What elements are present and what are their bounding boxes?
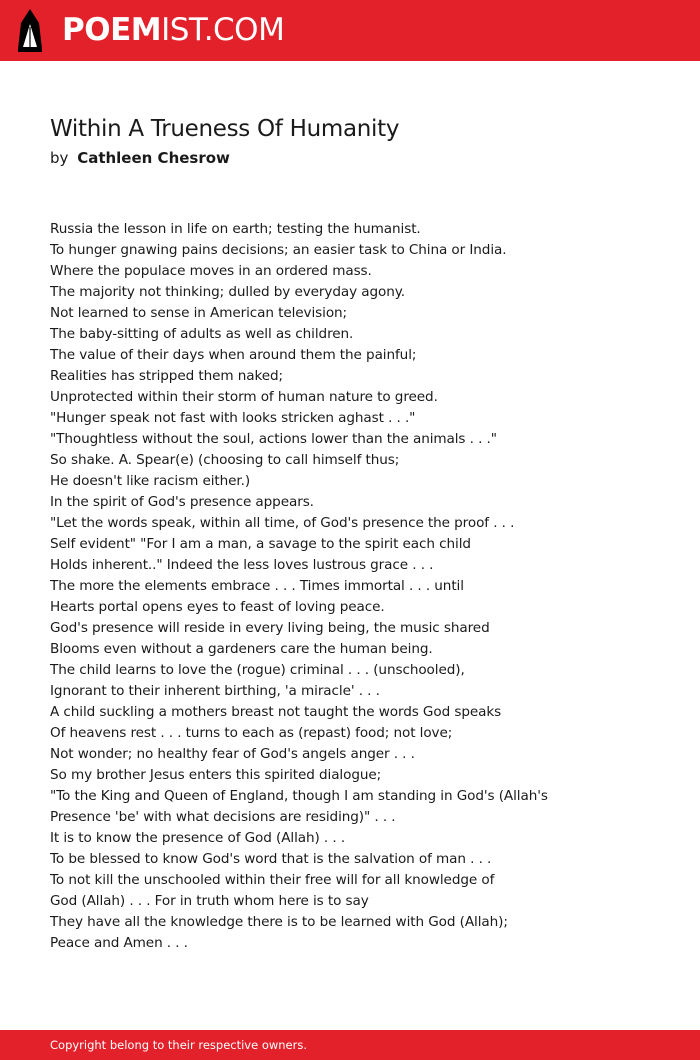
poem-line: It is to know the presence of God (Allah) . . .: [50, 830, 346, 846]
poem-line: So my brother Jesus enters this spirited dialogue;: [50, 767, 382, 783]
poem-line: The baby-sitting of adults as well as children.: [50, 326, 354, 342]
poem-line: Russia the lesson in life on earth; testing the humanist.: [50, 221, 421, 237]
logo-light-text: IST.COM: [161, 12, 285, 48]
poem-line: The value of their days when around them the painful;: [50, 347, 417, 363]
poem-line: To hunger gnawing pains decisions; an easier task to China or India.: [50, 242, 507, 258]
poem-line: Realities has stripped them naked;: [50, 368, 284, 384]
poem-line: Not learned to sense in American television;: [50, 305, 348, 321]
poem-line: "Hunger speak not fast with looks stricken aghast . . .": [50, 410, 416, 426]
poem-line: To be blessed to know God's word that is the salvation of man . . .: [50, 851, 492, 867]
site-logo[interactable]: [62, 10, 284, 50]
poem-line: To not kill the unschooled within their free will for all knowledge of: [50, 872, 495, 888]
poem-line: Ignorant to their inherent birthing, 'a miracle' . . .: [50, 683, 380, 699]
poem-line: Not wonder; no healthy fear of God's angels anger . . .: [50, 746, 415, 762]
copyright-text: Copyright belong to their respective owners.: [50, 1038, 308, 1052]
poem-line: He doesn't like racism either.): [50, 473, 251, 489]
poem-line: Hearts portal opens eyes to feast of loving peace.: [50, 599, 385, 615]
poem-line: The more the elements embrace . . . Times immortal . . . until: [50, 578, 464, 594]
poem-title: Within A Trueness Of Humanity: [50, 116, 400, 142]
site-header: [0, 0, 700, 61]
poem-line: Of heavens rest . . . turns to each as (repast) food; not love;: [50, 725, 453, 741]
poem-line: A child suckling a mothers breast not taught the words God speaks: [50, 704, 502, 720]
poem-line: "To the King and Queen of England, though I am standing in God's (Allah's: [50, 788, 548, 804]
poem-line: God's presence will reside in every living being, the music shared: [50, 620, 490, 636]
site-footer: [0, 1030, 700, 1060]
poem-line: They have all the knowledge there is to be learned with God (Allah);: [50, 914, 508, 930]
author-name: Cathleen Chesrow: [77, 149, 230, 167]
poem-line: Holds inherent.." Indeed the less loves lustrous grace . . .: [50, 557, 434, 573]
poem-line: Blooms even without a gardeners care the human being.: [50, 641, 433, 657]
poem-line: Unprotected within their storm of human nature to greed.: [50, 389, 438, 405]
poem-line: God (Allah) . . . For in truth whom here is to say: [50, 893, 369, 909]
poem-line: "Thoughtless without the soul, actions lower than the animals . . .": [50, 431, 497, 447]
logo-bold-text: POEM: [62, 12, 162, 48]
byline: [50, 149, 230, 167]
poem-line: Where the populace moves in an ordered mass.: [50, 263, 372, 279]
poem-line: In the spirit of God's presence appears.: [50, 494, 314, 510]
poem-line: "Let the words speak, within all time, of God's presence the proof . . .: [50, 515, 515, 531]
poem-line: So shake. A. Spear(e) (choosing to call himself thus;: [50, 452, 400, 468]
poem-line: Peace and Amen . . .: [50, 935, 188, 951]
poem-line: The majority not thinking; dulled by everyday agony.: [50, 284, 406, 300]
pen-nib-icon[interactable]: [17, 9, 43, 53]
poem-line: Self evident" "For I am a man, a savage to the spirit each child: [50, 536, 471, 552]
poem-line: The child learns to love the (rogue) criminal . . . (unschooled),: [50, 662, 465, 678]
by-label: by: [50, 149, 69, 167]
poem-body: [50, 219, 670, 954]
poem-line: Presence 'be' with what decisions are residing)" . . .: [50, 809, 396, 825]
